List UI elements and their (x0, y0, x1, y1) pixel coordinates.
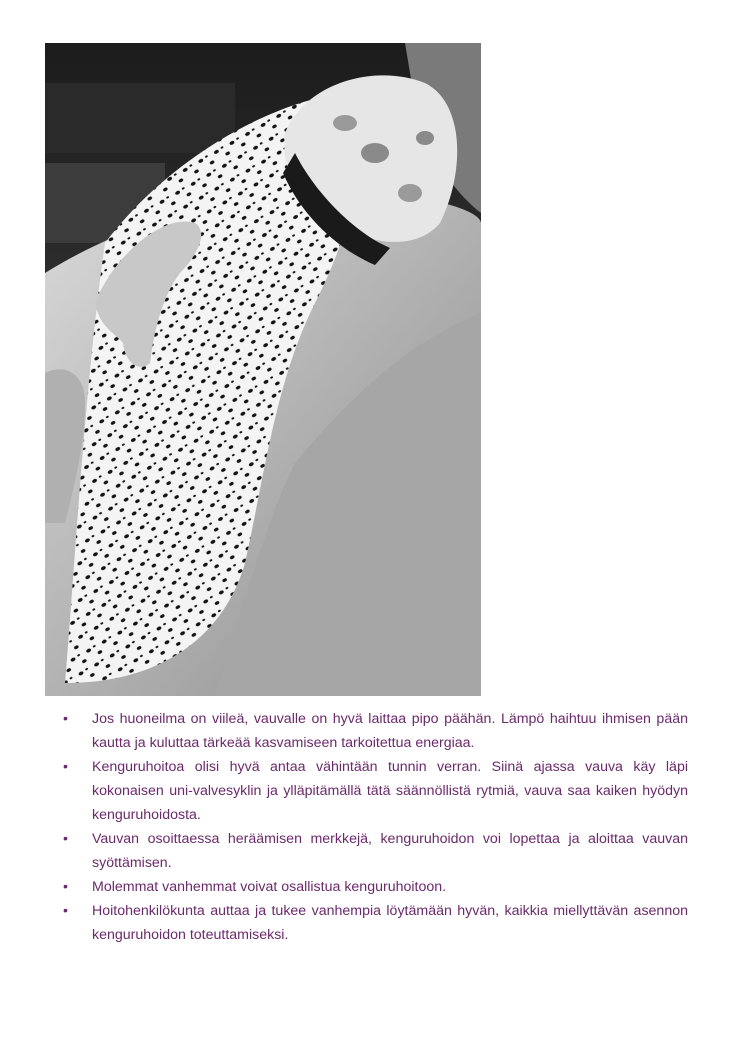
list-item (62, 707, 688, 755)
bullet-icon: • (63, 903, 68, 919)
list-item (62, 875, 688, 899)
list-item (62, 827, 688, 875)
bullet-icon: • (63, 759, 68, 775)
list-item (62, 755, 688, 827)
list-item-text: Jos huoneilma on viileä, vauvalle on hyvä laittaa pipo päähän. Lämpö haihtuu ihmisen pään kautta ja kuluttaa tärkeää kasvamiseen tarkoitettua energiaa. (92, 711, 688, 751)
bullet-icon: • (63, 711, 68, 727)
list-item-text: Hoitohenkilökunta auttaa ja tukee vanhempia löytämään hyvän, kaikkia miellyttävän asennon kenguruhoidon toteuttamiseksi. (92, 903, 688, 943)
list-item-text: Kenguruhoitoa olisi hyvä antaa vähintään tunnin verran. Siinä ajassa vauva käy läpi kokonaisen uni-valvesyklin ja ylläpitämällä tätä säännöllistä rytmiä, vauva saa kaiken hyödyn kenguruhoidosta. (92, 759, 688, 823)
bullet-icon: • (63, 831, 68, 847)
bullet-icon: • (63, 879, 68, 895)
photo-illustration (45, 43, 481, 696)
kangaroo-care-photo (45, 43, 481, 696)
list-item-text: Vauvan osoittaessa heräämisen merkkejä, kenguruhoidon voi lopettaa ja aloittaa vauvan syöttämisen. (92, 831, 688, 871)
list-item (62, 899, 688, 947)
care-tips-list (62, 707, 688, 947)
list-item-text: Molemmat vanhemmat voivat osallistua kenguruhoitoon. (92, 879, 447, 895)
